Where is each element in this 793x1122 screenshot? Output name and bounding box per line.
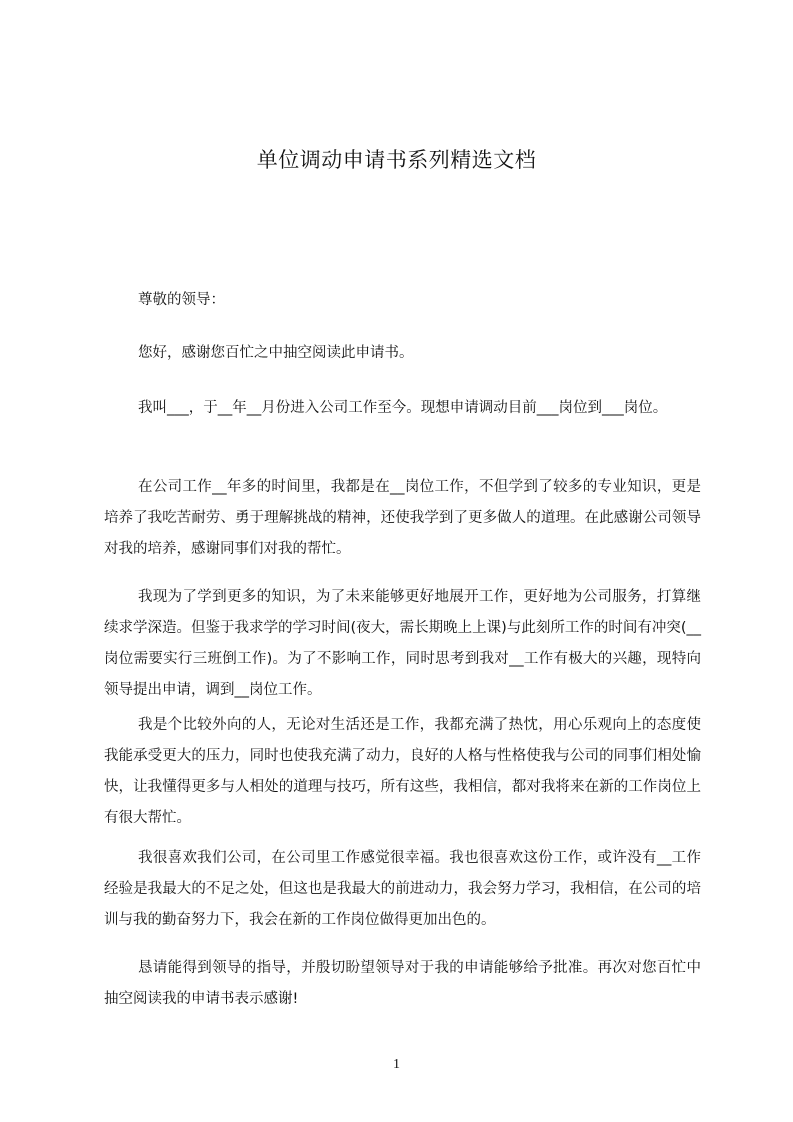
paragraph-introduction: 我叫___，于__年__月份进入公司工作至今。现想申请调动目前___岗位到___岗位。 — [138, 400, 668, 416]
document-title: 单位调动申请书系列精选文档 — [256, 148, 537, 172]
paragraph-reason: 我现为了学到更多的知识，为了未来能够更好地展开工作，更好地为公司服务，打算继续求学深造。但鉴于我求学的学习时间(夜大，需长期晚上上课)与此刻所工作的时间有冲突(__岗位需要实行三班倒工作)。为了不影响工作，同时思考到我对__工作有极大的兴趣，现特向领导提出申请，调到__岗位工作。 — [104, 589, 701, 698]
paragraph-work-experience: 在公司工作__年多的时间里，我都是在__岗位工作，不但学到了较多的专业知识，更是培养了我吃苦耐劳、勇于理解挑战的精神，还使我学到了更多做人的道理。在此感谢公司领导对我的培养，感谢同事们对我的帮忙。 — [104, 479, 701, 557]
paragraph-commitment: 我很喜欢我们公司，在公司里工作感觉很幸福。我也很喜欢这份工作，或许没有__工作经验是我最大的不足之处，但这也是我最大的前进动力，我会努力学习，我相信，在公司的培训与我的勤奋努力下，我会在新的工作岗位做得更加出色的。 — [104, 850, 701, 928]
paragraph-salutation: 尊敬的领导： — [138, 292, 225, 308]
paragraph-closing: 恳请能得到领导的指导，并殷切盼望领导对于我的申请能够给予批准。再次对您百忙中抽空阅读我的申请书表示感谢! — [104, 960, 701, 1007]
paragraph-personality: 我是个比较外向的人，无论对生活还是工作，我都充满了热忱，用心乐观向上的态度使我能承受更大的压力，同时也使我充满了动力，良好的人格与性格使我与公司的同事们相处愉快，让我懂得更多与人相处的道理与技巧，所有这些，我相信，都对我将来在新的工作岗位上有很大帮忙。 — [104, 717, 701, 826]
page-number: 1 — [393, 1057, 400, 1072]
paragraph-greeting: 您好，感谢您百忙之中抽空阅读此申请书。 — [138, 345, 414, 361]
